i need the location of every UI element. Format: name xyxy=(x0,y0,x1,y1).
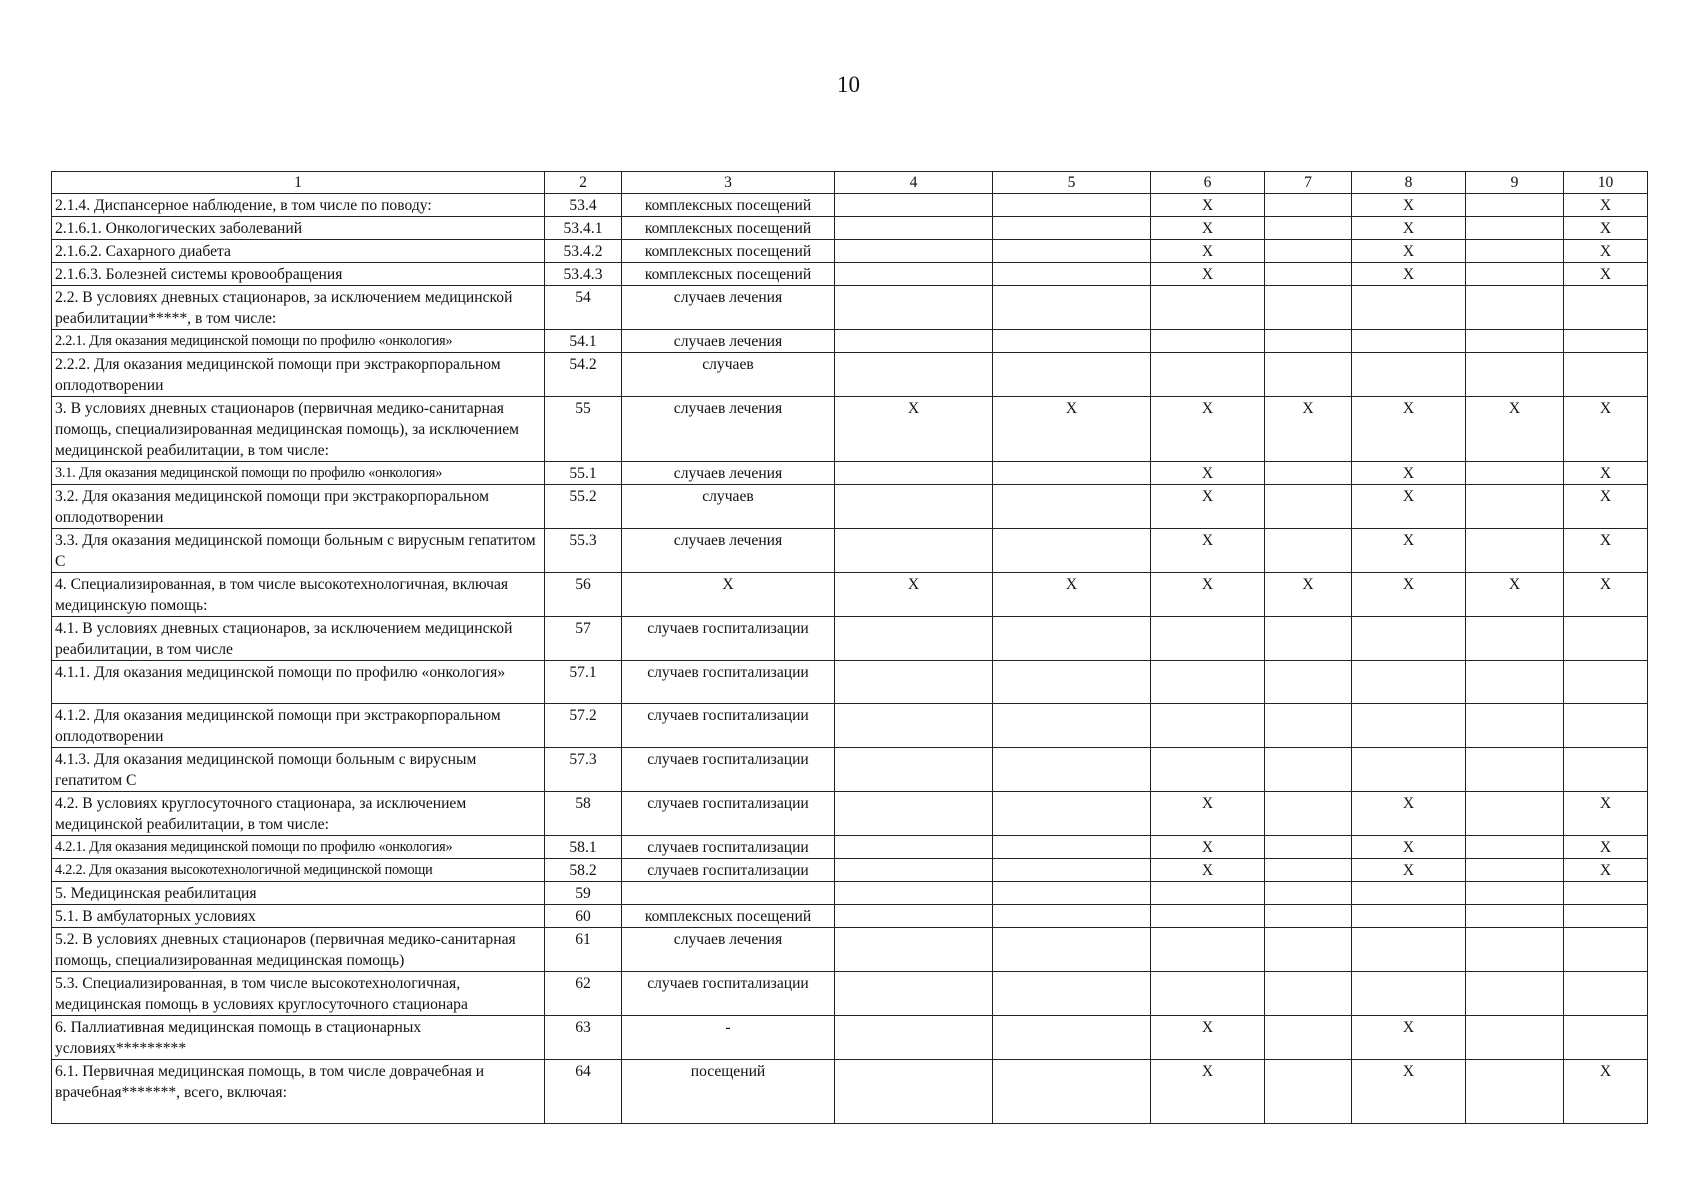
table-cell xyxy=(835,240,993,263)
table-cell: X xyxy=(1564,397,1648,462)
table-cell: 57.3 xyxy=(545,748,622,792)
table-cell: X xyxy=(835,397,993,462)
row-label-cell: 6. Паллиативная медицинская помощь в стационарных условиях********* xyxy=(52,1016,545,1060)
table-cell xyxy=(993,972,1151,1016)
table-cell xyxy=(1265,462,1352,485)
table-cell: случаев госпитализации xyxy=(622,661,835,704)
table-cell: X xyxy=(1466,397,1564,462)
table-cell xyxy=(1265,263,1352,286)
row-label-cell: 4.1. В условиях дневных стационаров, за исключением медицинской реабилитации, в том числе xyxy=(52,617,545,661)
table-cell: X xyxy=(993,573,1151,617)
row-label-cell: 4.2.1. Для оказания медицинской помощи по профилю «онкология» xyxy=(52,836,545,859)
row-label-cell: 2.2.1. Для оказания медицинской помощи по профилю «онкология» xyxy=(52,330,545,353)
table-cell xyxy=(1151,882,1265,905)
header-cell: 4 xyxy=(835,172,993,194)
table-cell xyxy=(1265,353,1352,397)
table-cell xyxy=(1352,972,1466,1016)
table-cell: 55 xyxy=(545,397,622,462)
table-cell xyxy=(835,462,993,485)
table-cell xyxy=(1466,836,1564,859)
table-cell: X xyxy=(1564,263,1648,286)
table-cell: X xyxy=(1564,217,1648,240)
table-cell: X xyxy=(1151,859,1265,882)
header-cell: 1 xyxy=(52,172,545,194)
table-cell xyxy=(1564,704,1648,748)
table-cell xyxy=(1466,263,1564,286)
table-row xyxy=(52,905,1648,928)
header-cell: 9 xyxy=(1466,172,1564,194)
table-cell: 54 xyxy=(545,286,622,330)
table-cell: X xyxy=(1352,859,1466,882)
table-cell xyxy=(1265,194,1352,217)
table-cell: 57.2 xyxy=(545,704,622,748)
table-row xyxy=(52,217,1648,240)
table-row xyxy=(52,529,1648,573)
table-cell: X xyxy=(1151,1060,1265,1124)
table-cell: случаев лечения xyxy=(622,397,835,462)
table-cell: X xyxy=(1564,240,1648,263)
table-cell xyxy=(993,928,1151,972)
table-cell: случаев лечения xyxy=(622,529,835,573)
table-cell xyxy=(835,286,993,330)
table-cell xyxy=(993,217,1151,240)
table-cell: 55.3 xyxy=(545,529,622,573)
table-cell xyxy=(835,1016,993,1060)
table-cell: 58.1 xyxy=(545,836,622,859)
table-cell: 58.2 xyxy=(545,859,622,882)
table-cell: случаев госпитализации xyxy=(622,748,835,792)
table-cell xyxy=(993,240,1151,263)
table-cell xyxy=(993,836,1151,859)
table-cell xyxy=(1466,1016,1564,1060)
table-cell xyxy=(835,704,993,748)
table-row xyxy=(52,617,1648,661)
table-cell xyxy=(993,859,1151,882)
row-label-cell: 4.2.2. Для оказания высокотехнологичной медицинской помощи xyxy=(52,859,545,882)
table-row xyxy=(52,836,1648,859)
data-table xyxy=(51,171,1648,1124)
table-cell xyxy=(993,748,1151,792)
table-row xyxy=(52,263,1648,286)
table-cell xyxy=(993,905,1151,928)
row-label-cell: 5.3. Специализированная, в том числе высокотехнологичная, медицинская помощь в условиях круглосуточного стационара xyxy=(52,972,545,1016)
table-row xyxy=(52,748,1648,792)
table-cell xyxy=(993,704,1151,748)
table-cell xyxy=(835,353,993,397)
table-cell xyxy=(835,1060,993,1124)
table-cell xyxy=(1564,905,1648,928)
table-cell: комплексных посещений xyxy=(622,240,835,263)
table-cell: комплексных посещений xyxy=(622,263,835,286)
header-cell: 8 xyxy=(1352,172,1466,194)
table-cell xyxy=(835,972,993,1016)
table-cell xyxy=(1352,286,1466,330)
table-cell xyxy=(1466,972,1564,1016)
table-row xyxy=(52,859,1648,882)
table-cell xyxy=(1265,286,1352,330)
header-cell: 3 xyxy=(622,172,835,194)
table-cell: 61 xyxy=(545,928,622,972)
table-cell xyxy=(1466,704,1564,748)
table-cell xyxy=(1265,485,1352,529)
table-cell: X xyxy=(993,397,1151,462)
table-cell xyxy=(835,836,993,859)
table-row xyxy=(52,485,1648,529)
table-cell xyxy=(835,617,993,661)
row-label-cell: 4. Специализированная, в том числе высокотехнологичная, включая медицинскую помощь: xyxy=(52,573,545,617)
table-row xyxy=(52,882,1648,905)
table-cell: 55.2 xyxy=(545,485,622,529)
table-cell: 59 xyxy=(545,882,622,905)
table-cell xyxy=(835,194,993,217)
table-cell xyxy=(1151,617,1265,661)
table-cell xyxy=(1466,905,1564,928)
table-cell xyxy=(1265,217,1352,240)
table-cell xyxy=(1564,882,1648,905)
table-cell xyxy=(993,286,1151,330)
row-label-cell: 2.2. В условиях дневных стационаров, за исключением медицинской реабилитации*****, в том числе: xyxy=(52,286,545,330)
table-cell: случаев лечения xyxy=(622,286,835,330)
table-cell: X xyxy=(1151,462,1265,485)
table-cell xyxy=(1466,462,1564,485)
table-cell: случаев госпитализации xyxy=(622,836,835,859)
table-cell xyxy=(1466,661,1564,704)
table-cell: случаев xyxy=(622,485,835,529)
table-cell xyxy=(1352,882,1466,905)
table-cell xyxy=(835,485,993,529)
table-cell xyxy=(1151,286,1265,330)
table-cell: X xyxy=(1564,529,1648,573)
table-cell: 64 xyxy=(545,1060,622,1124)
table-cell: X xyxy=(1151,485,1265,529)
table-cell xyxy=(1151,928,1265,972)
row-label-cell: 2.1.4. Диспансерное наблюдение, в том числе по поводу: xyxy=(52,194,545,217)
table-cell xyxy=(1564,661,1648,704)
table-cell xyxy=(1466,748,1564,792)
table-cell xyxy=(1151,353,1265,397)
table-cell: X xyxy=(1564,836,1648,859)
table-cell xyxy=(1466,353,1564,397)
table-cell: X xyxy=(622,573,835,617)
table-cell xyxy=(1265,972,1352,1016)
table-cell: 57.1 xyxy=(545,661,622,704)
table-cell: 56 xyxy=(545,573,622,617)
table-cell: 63 xyxy=(545,1016,622,1060)
table-cell: случаев госпитализации xyxy=(622,972,835,1016)
table-cell: посещений xyxy=(622,1060,835,1124)
table-cell: X xyxy=(1352,1016,1466,1060)
header-cell: 6 xyxy=(1151,172,1265,194)
table-cell xyxy=(993,1016,1151,1060)
row-label-cell: 4.1.1. Для оказания медицинской помощи по профилю «онкология» xyxy=(52,661,545,704)
table-cell: комплексных посещений xyxy=(622,217,835,240)
table-cell: X xyxy=(1564,485,1648,529)
table-cell: X xyxy=(1352,263,1466,286)
table-cell xyxy=(1352,617,1466,661)
table-cell xyxy=(835,928,993,972)
table-cell xyxy=(1466,928,1564,972)
table-cell: случаев лечения xyxy=(622,462,835,485)
table-cell xyxy=(1151,330,1265,353)
row-label-cell: 5.1. В амбулаторных условиях xyxy=(52,905,545,928)
table-cell: X xyxy=(1564,792,1648,836)
table-row xyxy=(52,573,1648,617)
table-cell: 53.4.2 xyxy=(545,240,622,263)
table-cell: 62 xyxy=(545,972,622,1016)
table-cell xyxy=(993,330,1151,353)
table-cell: X xyxy=(1564,462,1648,485)
header-cell: 2 xyxy=(545,172,622,194)
table-cell xyxy=(835,859,993,882)
table-row xyxy=(52,397,1648,462)
table-cell xyxy=(1352,330,1466,353)
row-label-cell: 4.2. В условиях круглосуточного стационара, за исключением медицинской реабилитации, в том числе: xyxy=(52,792,545,836)
table-cell: X xyxy=(1564,859,1648,882)
table-row xyxy=(52,928,1648,972)
table-cell xyxy=(1265,792,1352,836)
table-cell: 58 xyxy=(545,792,622,836)
table-cell xyxy=(1352,353,1466,397)
table-cell xyxy=(993,194,1151,217)
row-label-cell: 5.2. В условиях дневных стационаров (первичная медико-санитарная помощь, специализированная медицинская помощь) xyxy=(52,928,545,972)
row-label-cell: 6.1. Первичная медицинская помощь, в том числе доврачебная и врачебная*******, всего, включая: xyxy=(52,1060,545,1124)
table-cell xyxy=(993,462,1151,485)
table-cell xyxy=(993,1060,1151,1124)
table-row xyxy=(52,194,1648,217)
table-cell: X xyxy=(835,573,993,617)
table-cell xyxy=(1151,972,1265,1016)
table-cell: X xyxy=(1151,240,1265,263)
table-cell xyxy=(1466,617,1564,661)
table-cell xyxy=(1466,529,1564,573)
table-cell xyxy=(1466,1060,1564,1124)
table-cell xyxy=(993,353,1151,397)
table-cell: X xyxy=(1151,529,1265,573)
table-cell xyxy=(1151,905,1265,928)
table-cell: 53.4 xyxy=(545,194,622,217)
table-cell: X xyxy=(1352,792,1466,836)
table-cell: 57 xyxy=(545,617,622,661)
table-cell: X xyxy=(1564,1060,1648,1124)
table-cell xyxy=(993,792,1151,836)
table-cell: X xyxy=(1352,462,1466,485)
table-cell: 54.2 xyxy=(545,353,622,397)
table-cell: случаев госпитализации xyxy=(622,617,835,661)
table-cell: комплексных посещений xyxy=(622,905,835,928)
table-cell xyxy=(993,529,1151,573)
table-cell xyxy=(1564,330,1648,353)
table-cell xyxy=(1265,836,1352,859)
table-row xyxy=(52,1016,1648,1060)
table-cell xyxy=(835,792,993,836)
table-cell: X xyxy=(1151,573,1265,617)
table-cell xyxy=(1151,704,1265,748)
table-cell xyxy=(1564,286,1648,330)
table-cell xyxy=(1265,704,1352,748)
table-cell: X xyxy=(1265,573,1352,617)
header-cell: 5 xyxy=(993,172,1151,194)
table-cell xyxy=(1265,882,1352,905)
table-cell: X xyxy=(1352,397,1466,462)
table-cell: X xyxy=(1466,573,1564,617)
table-cell xyxy=(1352,704,1466,748)
table-cell: 60 xyxy=(545,905,622,928)
table-cell xyxy=(1466,240,1564,263)
table-cell: случаев xyxy=(622,353,835,397)
table-cell xyxy=(993,263,1151,286)
table-cell: случаев госпитализации xyxy=(622,792,835,836)
table-cell: X xyxy=(1265,397,1352,462)
table-cell: X xyxy=(1564,573,1648,617)
header-row xyxy=(52,172,1648,194)
table-cell xyxy=(1265,1060,1352,1124)
table-row xyxy=(52,792,1648,836)
table-cell: X xyxy=(1352,1060,1466,1124)
table-cell: X xyxy=(1151,217,1265,240)
table-cell: X xyxy=(1151,397,1265,462)
table-cell xyxy=(622,882,835,905)
table-cell xyxy=(1564,972,1648,1016)
table-cell xyxy=(1564,928,1648,972)
table-cell xyxy=(1352,748,1466,792)
table-row xyxy=(52,704,1648,748)
table-cell: X xyxy=(1352,836,1466,859)
table-cell xyxy=(1265,240,1352,263)
table-cell: X xyxy=(1151,1016,1265,1060)
row-label-cell: 2.2.2. Для оказания медицинской помощи при экстракорпоральном оплодотворении xyxy=(52,353,545,397)
table-cell xyxy=(1265,1016,1352,1060)
table-cell: случаев лечения xyxy=(622,928,835,972)
table-cell xyxy=(1466,330,1564,353)
table-cell xyxy=(1265,748,1352,792)
row-label-cell: 2.1.6.3. Болезней системы кровообращения xyxy=(52,263,545,286)
table-row xyxy=(52,240,1648,263)
table-cell: 55.1 xyxy=(545,462,622,485)
table-cell xyxy=(835,263,993,286)
table-cell xyxy=(993,617,1151,661)
table-cell xyxy=(1352,661,1466,704)
table-cell xyxy=(1466,485,1564,529)
table-cell xyxy=(1265,661,1352,704)
row-label-cell: 2.1.6.2. Сахарного диабета xyxy=(52,240,545,263)
table-cell xyxy=(1564,617,1648,661)
table-cell xyxy=(835,661,993,704)
row-label-cell: 3.2. Для оказания медицинской помощи при экстракорпоральном оплодотворении xyxy=(52,485,545,529)
row-label-cell: 2.1.6.1. Онкологических заболеваний xyxy=(52,217,545,240)
table-cell: X xyxy=(1151,263,1265,286)
row-label-cell: 5. Медицинская реабилитация xyxy=(52,882,545,905)
table-cell: X xyxy=(1151,194,1265,217)
row-label-cell: 4.1.2. Для оказания медицинской помощи при экстракорпоральном оплодотворении xyxy=(52,704,545,748)
table-row xyxy=(52,1060,1648,1124)
table-cell xyxy=(1564,1016,1648,1060)
row-label-cell: 4.1.3. Для оказания медицинской помощи больным с вирусным гепатитом С xyxy=(52,748,545,792)
table-cell: X xyxy=(1352,194,1466,217)
table-cell xyxy=(993,661,1151,704)
table-cell: случаев госпитализации xyxy=(622,859,835,882)
table-cell xyxy=(1265,859,1352,882)
table-cell xyxy=(1466,792,1564,836)
table-cell xyxy=(835,882,993,905)
header-cell: 10 xyxy=(1564,172,1648,194)
table-cell xyxy=(1265,928,1352,972)
table-cell: X xyxy=(1352,573,1466,617)
table-cell xyxy=(835,217,993,240)
row-label-cell: 3. В условиях дневных стационаров (первичная медико-санитарная помощь, специализированная медицинская помощь), за исключением медицинской реабилитации, в том числе: xyxy=(52,397,545,462)
table-cell: X xyxy=(1352,485,1466,529)
row-label-cell: 3.3. Для оказания медицинской помощи больным с вирусным гепатитом С xyxy=(52,529,545,573)
table-cell xyxy=(1352,928,1466,972)
table-row xyxy=(52,462,1648,485)
page-number: 10 xyxy=(837,72,860,97)
table-cell xyxy=(1466,194,1564,217)
table-cell xyxy=(1151,748,1265,792)
table-cell xyxy=(835,330,993,353)
table-cell xyxy=(1151,661,1265,704)
table-cell xyxy=(1466,882,1564,905)
header-cell: 7 xyxy=(1265,172,1352,194)
table-cell: случаев госпитализации xyxy=(622,704,835,748)
table-cell: X xyxy=(1151,836,1265,859)
row-label-cell: 3.1. Для оказания медицинской помощи по профилю «онкология» xyxy=(52,462,545,485)
table-cell: X xyxy=(1352,217,1466,240)
table-cell: 53.4.3 xyxy=(545,263,622,286)
table-row xyxy=(52,661,1648,704)
table-cell xyxy=(1564,353,1648,397)
table-cell: X xyxy=(1352,529,1466,573)
table-cell: 54.1 xyxy=(545,330,622,353)
table-cell xyxy=(835,905,993,928)
table-cell: X xyxy=(1564,194,1648,217)
table-cell xyxy=(1265,617,1352,661)
table-cell: 53.4.1 xyxy=(545,217,622,240)
table-cell xyxy=(1265,330,1352,353)
table-cell xyxy=(835,748,993,792)
table-cell: X xyxy=(1352,240,1466,263)
table-cell xyxy=(1564,748,1648,792)
table-cell xyxy=(1265,905,1352,928)
table-cell xyxy=(1265,529,1352,573)
table-row xyxy=(52,330,1648,353)
table-row xyxy=(52,353,1648,397)
table-body xyxy=(52,194,1648,1124)
table-cell: - xyxy=(622,1016,835,1060)
table-cell: случаев лечения xyxy=(622,330,835,353)
table-row xyxy=(52,286,1648,330)
table-cell xyxy=(993,485,1151,529)
table-cell xyxy=(993,882,1151,905)
table-cell xyxy=(1466,859,1564,882)
table-cell xyxy=(1466,286,1564,330)
table-row xyxy=(52,972,1648,1016)
table-cell: X xyxy=(1151,792,1265,836)
table-cell xyxy=(835,529,993,573)
table-cell xyxy=(1352,905,1466,928)
table-cell xyxy=(1466,217,1564,240)
table-cell: комплексных посещений xyxy=(622,194,835,217)
